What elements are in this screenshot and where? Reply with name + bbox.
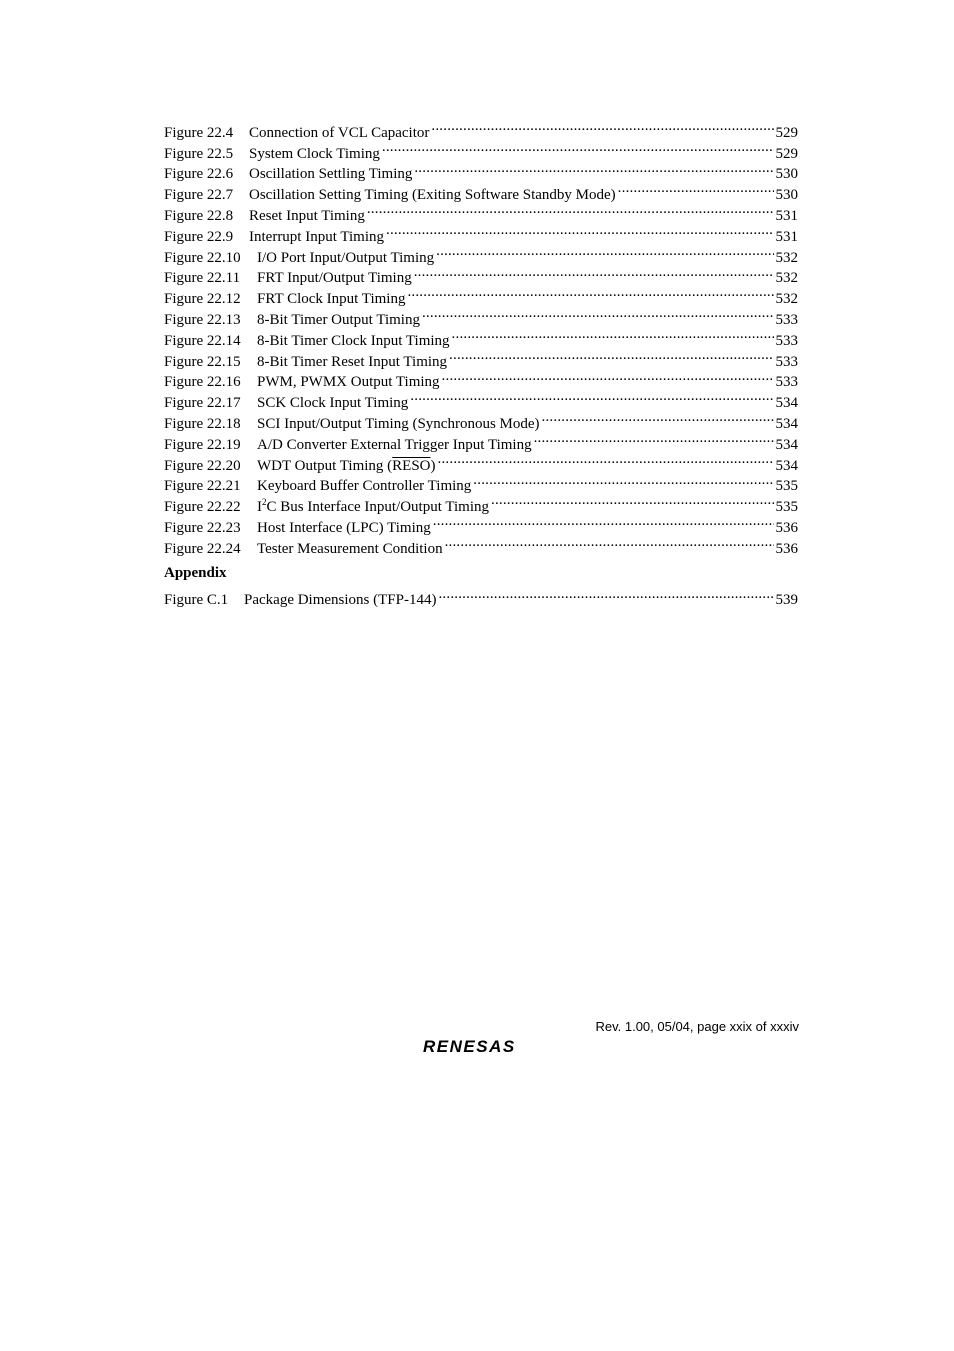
figure-number: Figure 22.23	[164, 519, 241, 536]
dot-leader	[445, 532, 774, 553]
figure-title: Connection of VCL Capacitor	[249, 124, 430, 141]
dot-leader	[410, 386, 773, 407]
page-number: 535	[775, 478, 798, 495]
figure-title: FRT Clock Input Timing	[257, 291, 406, 308]
dot-leader	[438, 584, 773, 605]
figure-title-prefix: I	[257, 499, 262, 516]
page-number: 529	[775, 124, 798, 141]
figure-title-suffix: C Bus Interface Input/Output Timing	[266, 499, 489, 516]
figure-title: SCK Clock Input Timing	[257, 395, 409, 412]
dot-leader	[414, 262, 774, 283]
page-number: 533	[775, 311, 798, 328]
figure-title: 8-Bit Timer Output Timing	[257, 311, 420, 328]
renesas-logo	[423, 1035, 541, 1057]
figure-number: Figure 22.10	[164, 249, 241, 266]
dot-leader	[438, 449, 774, 470]
figure-number: Figure 22.7	[164, 187, 234, 204]
figure-title: A/D Converter External Trigger Input Timing	[257, 436, 532, 453]
page-number: 529	[775, 145, 798, 162]
page-number: 532	[775, 270, 798, 287]
page-number: 534	[775, 395, 798, 412]
page-number: 532	[775, 291, 798, 308]
figure-title: Keyboard Buffer Controller Timing	[257, 478, 472, 495]
dot-leader	[618, 178, 774, 199]
figure-number: Figure 22.22	[164, 499, 241, 516]
page-number: 534	[775, 457, 798, 474]
figure-number: Figure 22.12	[164, 291, 241, 308]
figure-title: 8-Bit Timer Clock Input Timing	[257, 332, 450, 349]
figure-title: I/O Port Input/Output Timing	[257, 249, 435, 266]
page-number: 533	[775, 353, 798, 370]
figure-title: Interrupt Input Timing	[249, 228, 385, 245]
dot-leader	[422, 303, 774, 324]
dot-leader	[542, 407, 774, 428]
figure-number: Figure 22.21	[164, 478, 241, 495]
figure-number: Figure 22.11	[164, 270, 241, 287]
dot-leader	[386, 220, 773, 241]
dot-leader	[473, 470, 773, 491]
page-number: 533	[775, 332, 798, 349]
revision-footer: Rev. 1.00, 05/04, page xxix of xxxiv	[595, 1019, 799, 1034]
figure-title	[257, 456, 436, 477]
page-number: 535	[775, 499, 798, 516]
figure-number: Figure 22.16	[164, 374, 241, 391]
figure-title: Oscillation Setting Timing (Exiting Software Standby Mode)	[249, 187, 616, 204]
appendix-heading: Appendix	[164, 564, 227, 581]
figure-number: Figure 22.20	[164, 457, 241, 474]
page-number: 533	[775, 374, 798, 391]
figure-title: Oscillation Settling Timing	[249, 166, 413, 183]
figure-number: Figure 22.17	[164, 395, 241, 412]
figure-number: Figure 22.6	[164, 166, 234, 183]
list-item	[164, 116, 798, 141]
list-item	[164, 584, 798, 609]
figure-number: Figure C.1	[164, 592, 229, 609]
figure-number: Figure 22.9	[164, 228, 234, 245]
figure-number: Figure 22.4	[164, 124, 234, 141]
figure-number: Figure 22.19	[164, 436, 241, 453]
figure-number: Figure 22.5	[164, 145, 234, 162]
dot-leader	[442, 366, 774, 387]
figure-title-prefix: WDT Output Timing (	[257, 457, 393, 474]
page-number: 536	[775, 540, 798, 557]
dot-leader	[407, 282, 773, 303]
page-number: 536	[775, 519, 798, 536]
dot-leader	[367, 199, 774, 220]
figure-title: Reset Input Timing	[249, 207, 365, 224]
figure-title: 8-Bit Timer Reset Input Timing	[257, 353, 448, 370]
dot-leader	[433, 511, 774, 532]
figure-title-suffix: )	[430, 457, 436, 474]
renesas-logo-text: RENESAS	[423, 1037, 516, 1056]
page-number: 530	[775, 166, 798, 183]
dot-leader	[436, 241, 773, 262]
dot-leader	[382, 137, 774, 158]
dot-leader	[431, 116, 773, 137]
figure-number: Figure 22.24	[164, 540, 241, 557]
page-number: 534	[775, 415, 798, 432]
dot-leader	[534, 428, 774, 449]
reso-signal-name: RESO	[392, 457, 431, 474]
figure-title: Host Interface (LPC) Timing	[257, 519, 431, 536]
figure-title: System Clock Timing	[249, 145, 380, 162]
figure-number: Figure 22.8	[164, 207, 234, 224]
page-number: 534	[775, 436, 798, 453]
figure-title: PWM, PWMX Output Timing	[257, 374, 440, 391]
page-number: 531	[775, 228, 798, 245]
figure-title: SCI Input/Output Timing (Synchronous Mode)	[257, 415, 540, 432]
figure-title: Tester Measurement Condition	[257, 540, 443, 557]
figure-title: FRT Input/Output Timing	[257, 270, 412, 287]
superscript: 2	[262, 497, 267, 508]
figure-number: Figure 22.15	[164, 353, 241, 370]
dot-leader	[452, 324, 774, 345]
page-number: 530	[775, 187, 798, 204]
figure-number: Figure 22.13	[164, 311, 241, 328]
page-number: 539	[775, 592, 798, 609]
page-number: 532	[775, 249, 798, 266]
table-of-figures	[164, 116, 798, 609]
figure-number: Figure 22.14	[164, 332, 241, 349]
dot-leader	[491, 490, 774, 511]
figure-number: Figure 22.18	[164, 415, 241, 432]
dot-leader	[414, 158, 773, 179]
dot-leader	[449, 345, 773, 366]
figure-title: Package Dimensions (TFP-144)	[244, 592, 437, 609]
page-number: 531	[775, 207, 798, 224]
